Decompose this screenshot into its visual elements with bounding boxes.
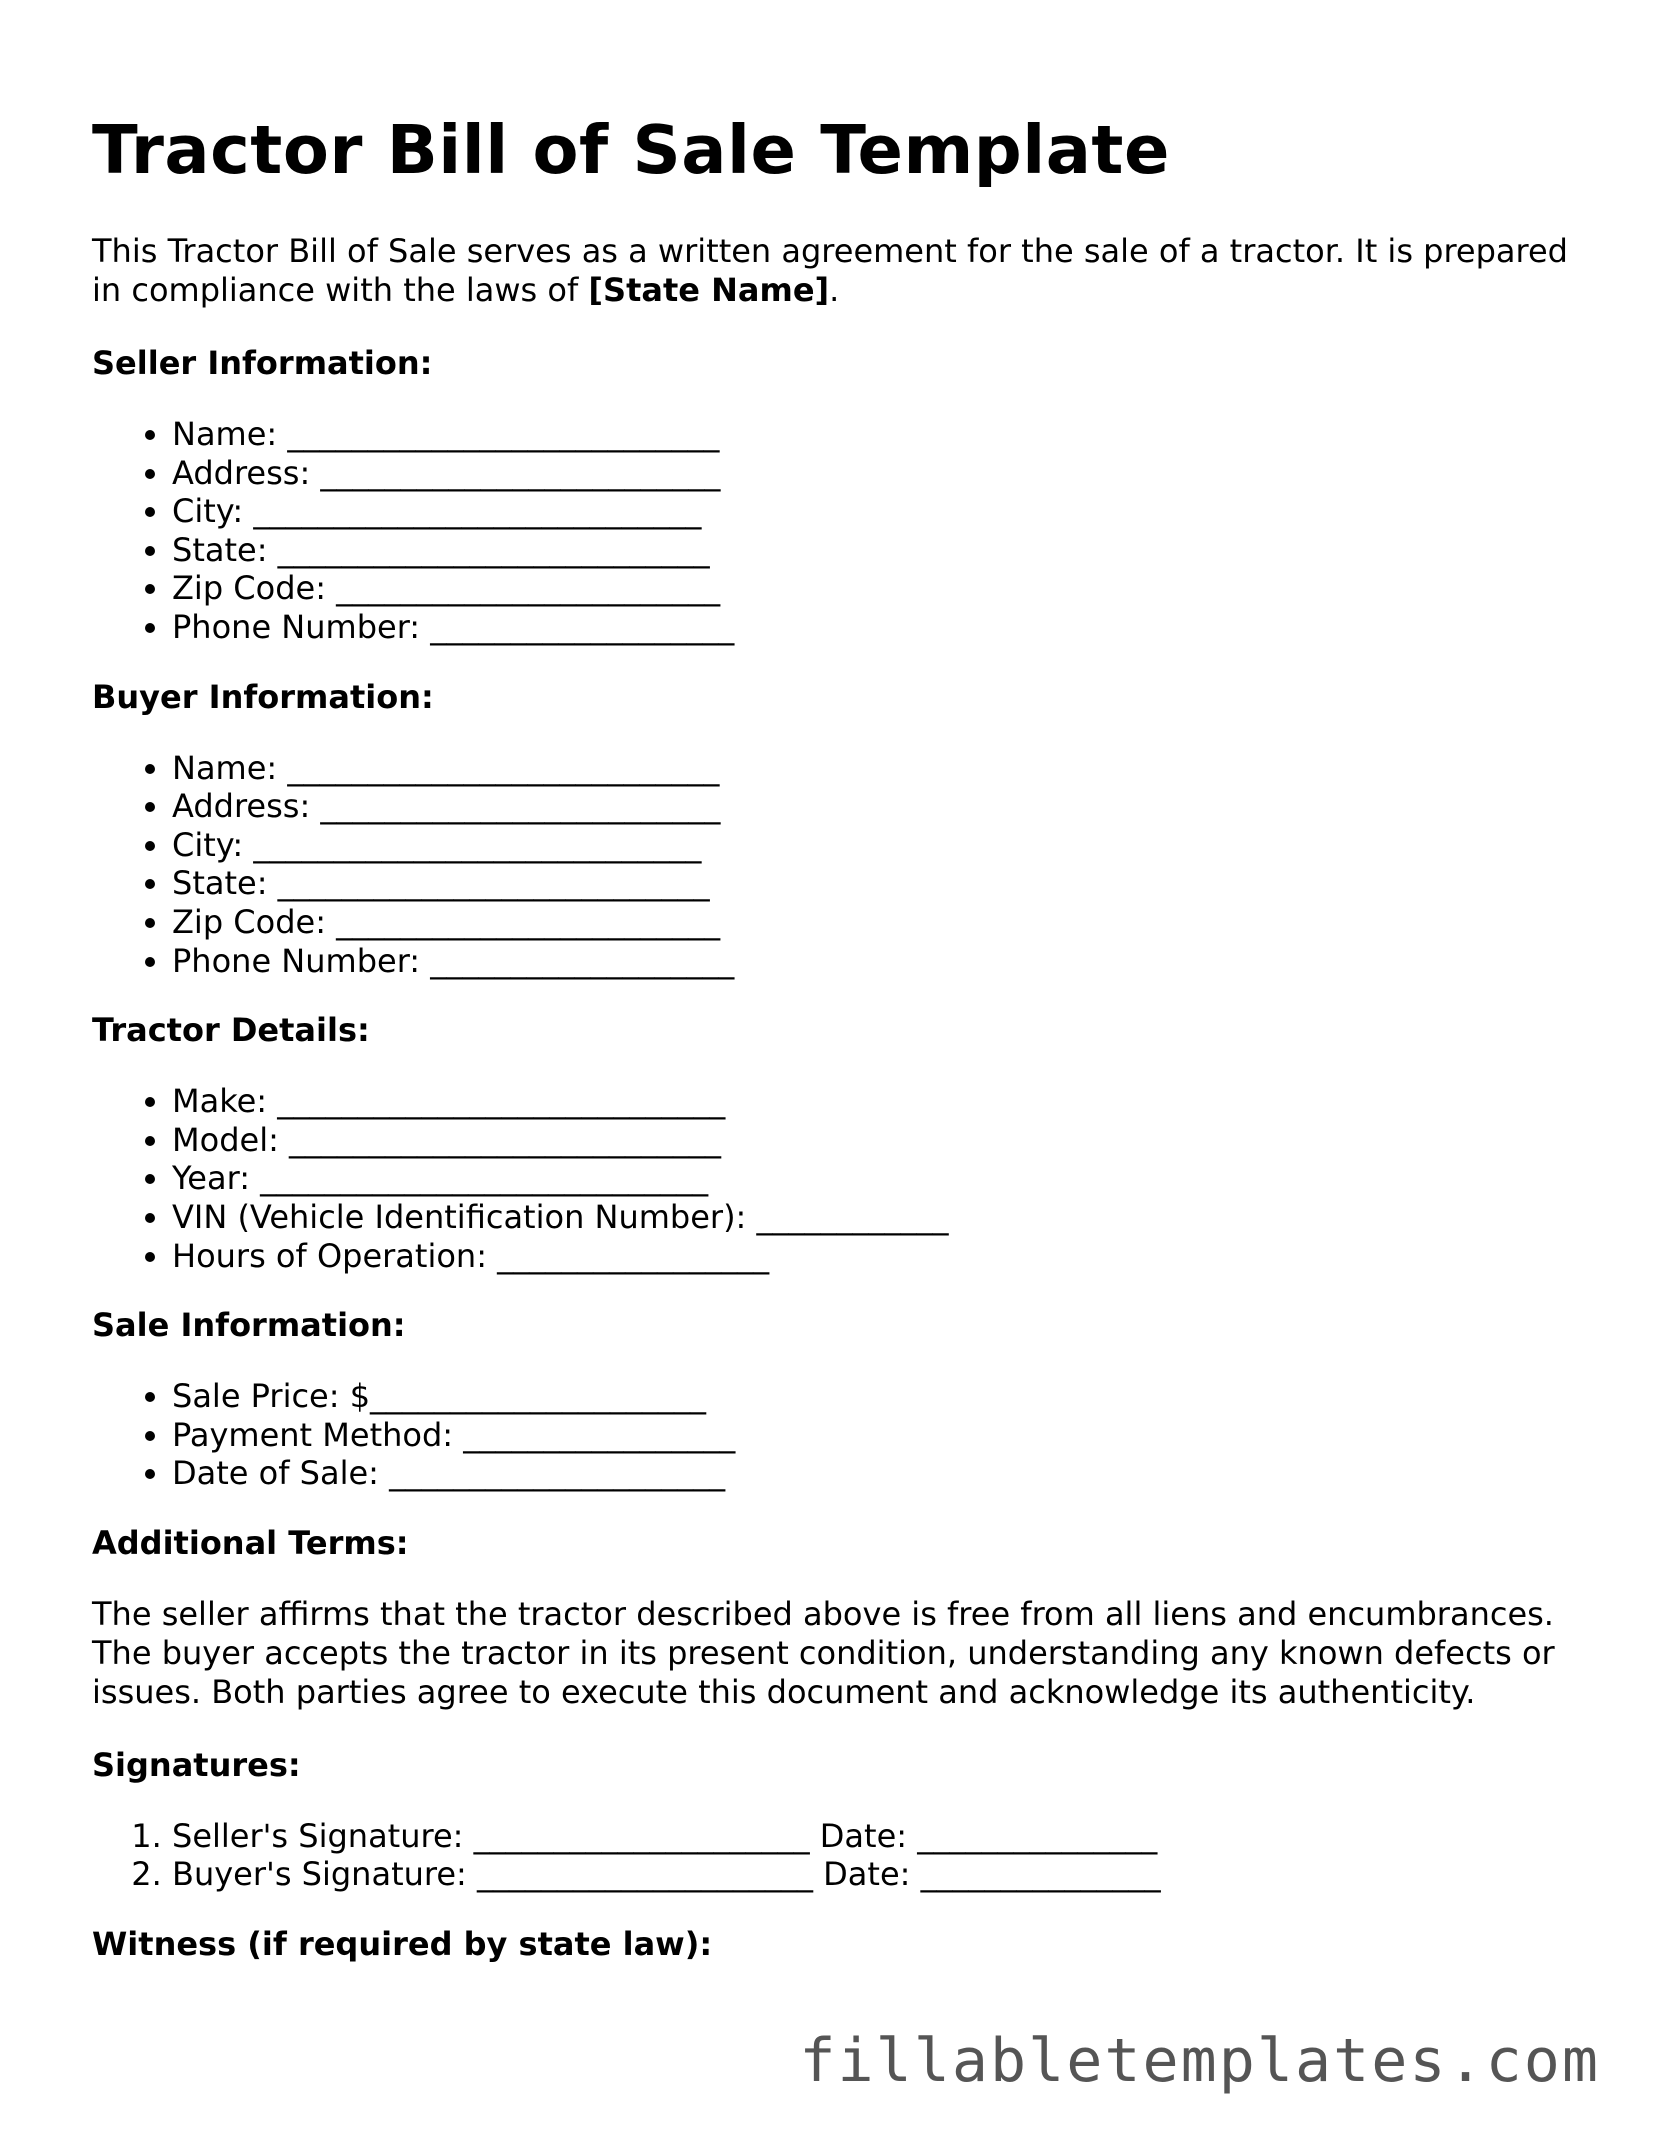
witness-heading: Witness (if required by state law): — [92, 1925, 713, 1964]
tractor-make-field: • Make: ____________________________ — [172, 1082, 1572, 1121]
intro-paragraph — [92, 232, 1572, 310]
intro-period: . — [829, 271, 840, 309]
intro-text: This Tractor Bill of Sale serves as a written agreement for the sale of a tractor. It is prepared in compliance with the laws of — [92, 232, 1568, 309]
document-title: Tractor Bill of Sale Template — [92, 111, 1170, 189]
seller-signature-line: 1. Seller's Signature: _____________________ Date: _______________ — [172, 1817, 1572, 1856]
buyer-phone-field: • Phone Number: ___________________ — [172, 942, 1572, 981]
tractor-model-field: • Model: ___________________________ — [172, 1121, 1572, 1160]
buyer-heading: Buyer Information: — [92, 677, 434, 716]
tractor-hours-field: • Hours of Operation: _________________ — [172, 1237, 1572, 1276]
signatures-list — [92, 1817, 1572, 1894]
tractor-vin-field: • VIN (Vehicle Identification Number): ____________ — [172, 1198, 1572, 1237]
document-page — [92, 110, 1572, 1996]
payment-method-field: • Payment Method: _________________ — [172, 1416, 1572, 1455]
seller-address-field: • Address: _________________________ — [172, 454, 1572, 493]
sale-price-field: • Sale Price: $_____________________ — [172, 1377, 1572, 1416]
buyer-name-field: • Name: ___________________________ — [172, 749, 1572, 788]
seller-city-field: • City: ____________________________ — [172, 492, 1572, 531]
buyer-address-field: • Address: _________________________ — [172, 787, 1572, 826]
tractor-year-field: • Year: ____________________________ — [172, 1159, 1572, 1198]
buyer-city-field: • City: ____________________________ — [172, 826, 1572, 865]
buyer-zip-field: • Zip Code: ________________________ — [172, 903, 1572, 942]
seller-state-field: • State: ___________________________ — [172, 531, 1572, 570]
terms-paragraph: The seller affirms that the tractor described above is free from all liens and encumbrances. The buyer accepts the tractor in its present condition, understanding any known defects or issues. Both parties agree to execute this document and acknowledge its authenticity. — [92, 1594, 1555, 1711]
tractor-list — [92, 1082, 1572, 1275]
state-name-placeholder: [State Name] — [588, 271, 830, 309]
date-of-sale-field: • Date of Sale: _____________________ — [172, 1454, 1572, 1493]
sale-heading: Sale Information: — [92, 1306, 406, 1345]
watermark: fillabletemplates.com — [799, 2026, 1600, 2096]
seller-heading: Seller Information: — [92, 344, 433, 382]
buyer-signature-line: 2. Buyer's Signature: _____________________ Date: _______________ — [172, 1855, 1572, 1894]
seller-zip-field: • Zip Code: ________________________ — [172, 569, 1572, 608]
buyer-list — [92, 749, 1572, 981]
tractor-heading: Tractor Details: — [92, 1011, 370, 1050]
seller-name-field: • Name: ___________________________ — [172, 415, 1572, 454]
terms-heading: Additional Terms: — [92, 1523, 409, 1562]
signatures-heading: Signatures: — [92, 1745, 301, 1784]
seller-phone-field: • Phone Number: ___________________ — [172, 608, 1572, 647]
sale-list — [92, 1377, 1572, 1493]
buyer-state-field: • State: ___________________________ — [172, 864, 1572, 903]
seller-list — [92, 415, 1572, 647]
